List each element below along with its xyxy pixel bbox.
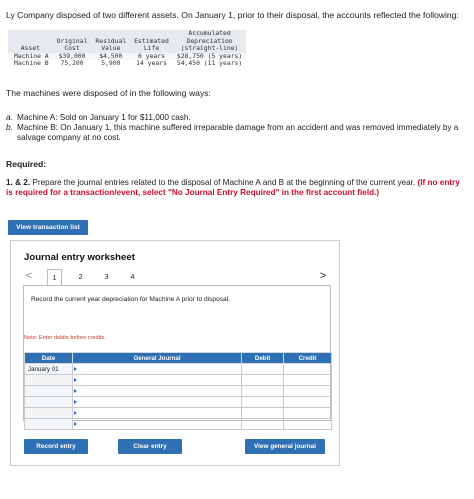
accumulated-depreciation: 54,450 (11 years) [173,60,246,68]
tab-page-2[interactable]: 2 [78,272,83,281]
tab-page-1[interactable]: 1 [47,269,62,286]
dropdown-marker-icon [74,378,77,382]
header-asset: Asset [8,30,53,53]
debit-input[interactable] [242,408,284,419]
account-select[interactable] [72,419,241,430]
debit-input[interactable] [242,364,284,375]
account-select[interactable] [72,408,241,419]
disposal-list [6,113,466,143]
dropdown-marker-icon [74,367,77,371]
view-general-journal-button[interactable]: View general journal [245,439,325,454]
problem-intro: Ly Company disposed of two different assets. On January 1, prior to their disposal, the accounts reflected the following: [6,10,459,20]
record-entry-button[interactable]: Record entry [24,439,88,454]
tab-page-3[interactable]: 3 [104,272,109,281]
journal-table [24,352,332,430]
original-cost: $39,000 [53,53,92,61]
list-item [6,113,466,123]
list-item [6,123,466,143]
table-row [25,419,332,430]
tab-page-4[interactable]: 4 [130,272,135,281]
column-credit: Credit [284,353,332,364]
credit-input[interactable] [284,397,332,408]
credit-input[interactable] [284,386,332,397]
accumulated-depreciation: $28,750 (5 years) [173,53,246,61]
required-label: 1. & 2. [6,178,31,187]
residual-value: 5,900 [91,60,130,68]
estimated-life: 14 years [130,60,173,68]
date-cell[interactable] [25,408,73,419]
credit-input[interactable] [284,408,332,419]
debit-credit-note: Note: Enter debits before credits. [24,335,106,341]
account-select[interactable] [72,375,241,386]
credit-input[interactable] [284,419,332,430]
chevron-right-icon[interactable]: > [319,270,327,282]
table-row [25,408,332,419]
table-row [25,375,332,386]
worksheet-pager [23,269,329,285]
dropdown-marker-icon [74,422,77,426]
column-debit: Debit [242,353,284,364]
required-heading: Required: [6,159,47,169]
required-red-note: (If no entry is required for a transaction/event, select "No Journal Entry Required" in the first account field.) [6,178,460,197]
credit-input[interactable] [284,364,332,375]
dropdown-marker-icon [74,389,77,393]
debit-input[interactable] [242,386,284,397]
list-text: Machine B: On January 1, this machine suffered irreparable damage from an accident and was removed immediately by a salvage company at no cost. [17,123,459,142]
journal-header-row [25,353,332,364]
header-residual-value: Residual Value [91,30,130,53]
credit-input[interactable] [284,375,332,386]
list-letter: b. [6,123,13,132]
journal-entry-worksheet [10,240,340,466]
asset-table-header-row [8,30,246,53]
asset-accounts-table [8,30,246,68]
table-row [25,397,332,408]
residual-value: $4,500 [91,53,130,61]
debit-input[interactable] [242,375,284,386]
header-estimated-life: Estimated Life [130,30,173,53]
estimated-life: 6 years [130,53,173,61]
table-row [25,386,332,397]
clear-entry-button[interactable]: Clear entry [118,439,182,454]
column-date: Date [25,353,73,364]
date-cell[interactable] [25,397,73,408]
column-general-journal: General Journal [72,353,241,364]
asset-name: Machine A [8,53,53,61]
dropdown-marker-icon [74,411,77,415]
view-transaction-list-button[interactable]: View transaction list [8,220,88,235]
account-select[interactable] [72,364,241,375]
date-cell[interactable]: January 01 [25,364,73,375]
worksheet-instruction: Record the current year depreciation for Machine A prior to disposal. [31,296,231,303]
list-text: Machine A: Sold on January 1 for $11,000 cash. [17,113,191,122]
date-cell[interactable] [25,375,73,386]
account-select[interactable] [72,386,241,397]
required-instructions [6,178,468,198]
disposal-intro: The machines were disposed of in the following ways: [6,88,211,98]
date-cell[interactable] [25,419,73,430]
worksheet-title: Journal entry worksheet [24,252,135,263]
chevron-left-icon[interactable]: < [25,270,33,282]
original-cost: 75,200 [53,60,92,68]
header-original-cost: Original Cost [53,30,92,53]
header-accumulated-depreciation: Accumulated Depreciation (straight-line) [173,30,246,53]
table-row [25,364,332,375]
asset-name: Machine B [8,60,53,68]
required-text: Prepare the journal entries related to the disposal of Machine A and B at the beginning of the current year. [32,178,416,187]
dropdown-marker-icon [74,400,77,404]
instruction-panel [23,285,331,421]
list-letter: a. [6,113,13,122]
debit-input[interactable] [242,419,284,430]
debit-input[interactable] [242,397,284,408]
table-row [8,60,246,68]
account-select[interactable] [72,397,241,408]
date-cell[interactable] [25,386,73,397]
